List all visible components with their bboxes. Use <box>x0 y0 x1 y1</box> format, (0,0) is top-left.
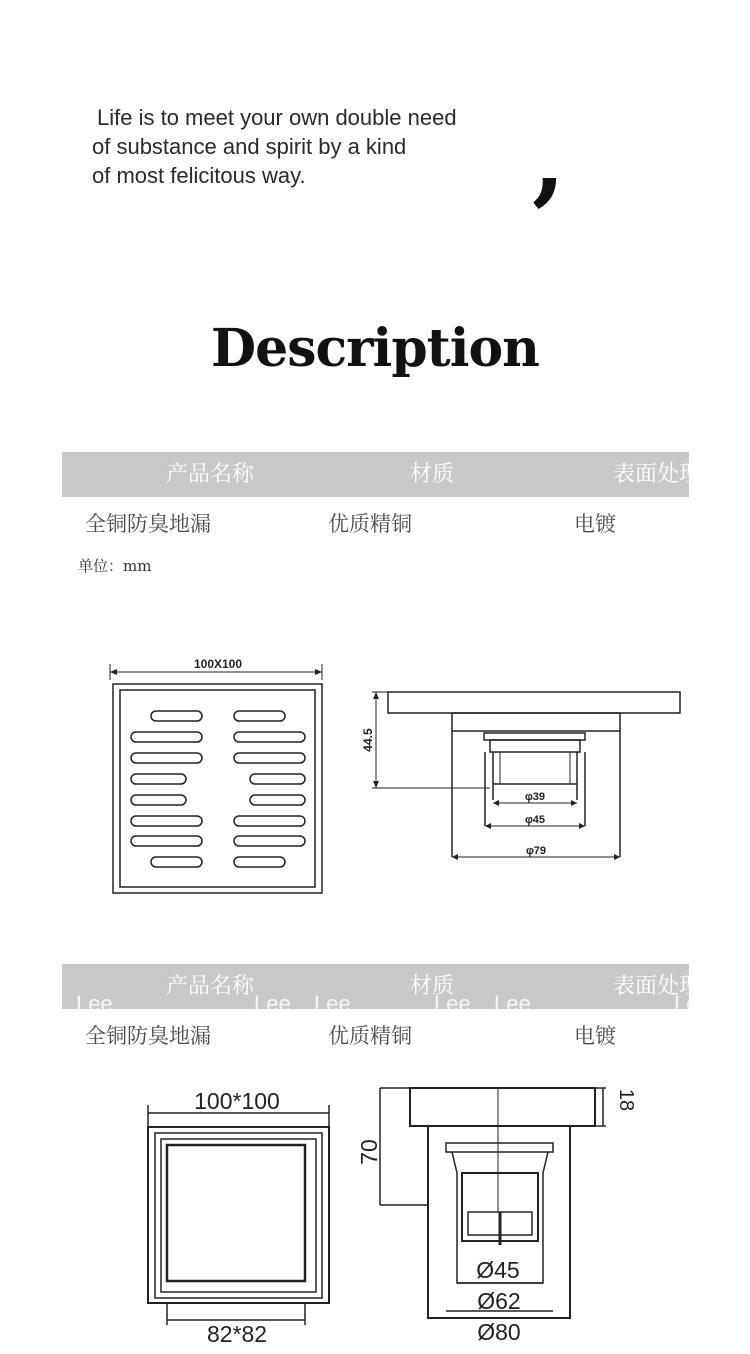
quote-mark: , <box>532 103 566 216</box>
cover-outer <box>148 1127 329 1303</box>
header-material: 材质 <box>409 462 454 487</box>
header-material: 材质 <box>409 974 454 999</box>
dim-height: 44.5 <box>361 728 375 752</box>
watermark: Lee <box>494 991 531 1016</box>
dim-bottom-width-2: 82*82 <box>206 1321 268 1347</box>
dim-d-inner: φ39 <box>524 791 546 803</box>
watermark: Lee <box>434 991 471 1016</box>
cell-product-name: 全铜防臭地漏 <box>85 512 211 536</box>
flange-outline-2 <box>410 1088 595 1126</box>
dim-top-width: 100X100 <box>193 657 243 671</box>
unit-label: 单位：mm <box>78 557 152 575</box>
dim-d-outer-2: Ø80 <box>477 1319 521 1345</box>
cell-product-name: 全铜防臭地漏 <box>85 1024 211 1048</box>
quote-line-2: of substance and spirit by a kind <box>92 134 407 159</box>
cell-material: 优质精铜 <box>328 512 412 536</box>
dim-d-mid-2: Ø62 <box>477 1288 521 1314</box>
cell-surface: 电镀 <box>574 512 616 536</box>
cell-surface: 电镀 <box>574 1024 616 1048</box>
watermark: Lee <box>314 991 351 1016</box>
watermark: Lee <box>254 991 291 1016</box>
dim-thickness-2: 18 <box>615 1088 637 1112</box>
dim-d-inner-2: Ø45 <box>476 1257 520 1283</box>
quote-line-1: Life is to meet your own double need <box>97 105 457 130</box>
dim-height-2: 70 <box>356 1139 382 1165</box>
cover-inner <box>167 1145 305 1281</box>
dim-d-outer: φ79 <box>525 845 547 857</box>
header-product-name: 产品名称 <box>165 462 254 487</box>
watermark: Lee <box>674 991 711 1016</box>
header-surface: 表面处理 <box>612 974 701 999</box>
header-product-name: 产品名称 <box>165 974 254 999</box>
page-title: Description <box>211 318 539 379</box>
watermark: Lee <box>76 991 113 1016</box>
dim-d-mid: φ45 <box>524 814 546 826</box>
quote-line-3: of most felicitous way. <box>92 163 306 188</box>
dim-top-width-2: 100*100 <box>194 1088 280 1114</box>
header-surface: 表面处理 <box>612 462 701 487</box>
cell-material: 优质精铜 <box>328 1024 412 1048</box>
